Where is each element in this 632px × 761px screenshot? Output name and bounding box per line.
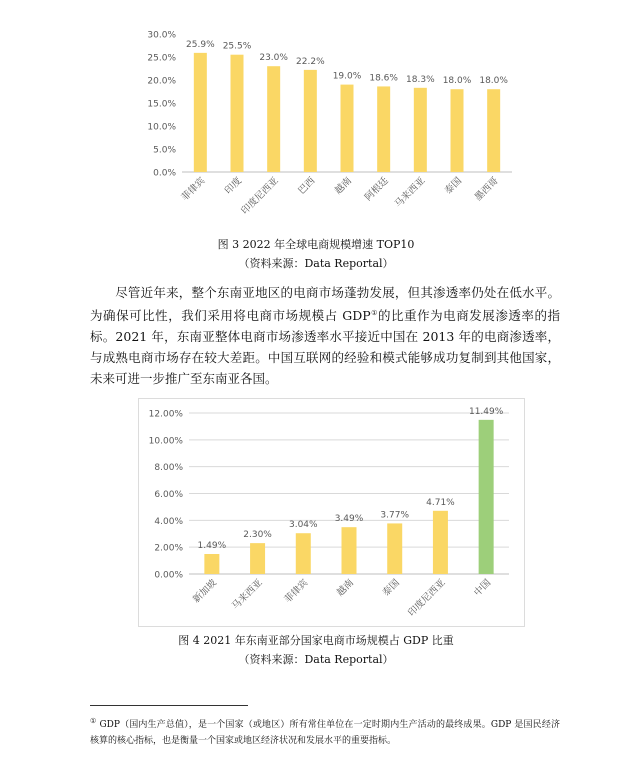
category-label: 马来西亚 <box>230 577 265 613</box>
category-label: 泰国 <box>380 577 402 599</box>
figure4-caption: 图 4 2021 年东南亚部分国家电商市场规模占 GDP 比重 <box>178 634 454 647</box>
bar <box>341 85 354 172</box>
paragraph-part1: 尽管近年来，整个东南亚地区的电商市场蓬勃发展，但其渗透率仍处在低水平。为确保可比性，我们采用将电商市场规模占 GDP <box>90 285 560 324</box>
bar <box>267 66 280 172</box>
bar <box>204 554 219 574</box>
y-tick-label: 2.00% <box>154 543 183 554</box>
category-label: 印度 <box>222 175 245 197</box>
data-label: 25.5% <box>222 41 252 52</box>
category-label: 中国 <box>472 577 494 599</box>
bar <box>451 89 464 172</box>
category-label: 印度尼西亚 <box>406 577 448 619</box>
y-tick-label: 12.00% <box>148 409 183 420</box>
data-label: 19.0% <box>332 71 362 82</box>
data-label: 11.49% <box>468 406 504 417</box>
y-tick-label: 15.0% <box>147 99 176 110</box>
y-tick-label: 0.00% <box>154 570 183 581</box>
data-label: 3.49% <box>334 514 364 525</box>
category-label: 新加坡 <box>191 577 219 606</box>
y-tick-label: 4.00% <box>154 516 183 527</box>
data-label: 2.30% <box>243 530 272 541</box>
figure3-caption: 图 3 2022 年全球电商规模增速 TOP10 <box>217 238 415 251</box>
category-label: 菲律宾 <box>282 577 311 606</box>
bar <box>194 53 207 172</box>
bar <box>304 70 317 172</box>
data-label: 1.49% <box>197 541 227 552</box>
y-tick-label: 25.0% <box>147 53 176 64</box>
data-label: 4.71% <box>426 497 455 508</box>
category-label: 菲律宾 <box>179 175 208 204</box>
figure3-source: （资料来源：Data Reportal） <box>238 257 394 270</box>
footnote-mark: ① <box>90 717 97 725</box>
category-label: 印度尼西亚 <box>239 175 281 217</box>
bar <box>387 523 402 574</box>
bar <box>414 88 427 172</box>
bar <box>377 86 390 172</box>
footnote-reference[interactable]: ① <box>370 309 378 317</box>
data-label: 18.0% <box>479 76 508 87</box>
footnote <box>90 713 560 749</box>
data-label: 3.04% <box>288 520 318 531</box>
category-label: 泰国 <box>442 175 465 197</box>
footnote-text: GDP（国内生产总值），是一个国家（或地区）所有常住单位在一定时期内生产活动的最终成果。GDP 是国民经济核算的核心指标，也是衡量一个国家或地区经济状况和发展水平的重要指标。 <box>90 720 560 746</box>
data-label: 18.3% <box>406 74 435 85</box>
bar <box>231 55 244 172</box>
y-tick-label: 10.0% <box>147 122 176 133</box>
y-tick-label: 20.0% <box>147 76 176 87</box>
bar <box>487 89 500 172</box>
y-tick-label: 10.00% <box>148 436 183 447</box>
figure4-chart-svg <box>139 399 524 626</box>
data-label: 18.6% <box>369 73 398 84</box>
bar <box>250 543 265 574</box>
y-tick-label: 6.00% <box>154 490 183 500</box>
category-label: 巴西 <box>296 175 318 197</box>
bar <box>342 527 357 574</box>
y-tick-label: 30.0% <box>147 30 176 41</box>
category-label: 越南 <box>334 577 357 599</box>
y-tick-label: 8.00% <box>154 463 183 474</box>
data-label: 25.9% <box>186 39 215 50</box>
y-tick-label: 0.0% <box>153 168 176 179</box>
y-tick-label: 5.0% <box>153 145 176 156</box>
category-label: 马来西亚 <box>392 175 428 211</box>
category-label: 墨西哥 <box>472 175 501 204</box>
footnote-divider <box>90 705 248 706</box>
data-label: 18.0% <box>442 76 472 87</box>
category-label: 阿根廷 <box>362 175 391 204</box>
bar <box>479 420 494 574</box>
category-label: 越南 <box>332 175 355 197</box>
bar <box>433 511 448 574</box>
figure3-chart-svg <box>140 22 520 232</box>
figure4-chart <box>138 398 525 627</box>
bar <box>296 533 311 574</box>
figure4-source: （资料来源：Data Reportal） <box>238 653 394 666</box>
body-paragraph <box>90 282 560 389</box>
figure3-chart <box>140 22 520 232</box>
data-label: 23.0% <box>259 53 288 64</box>
paragraph-part2: 的比重作为电商发展渗透率的指标。2021 年，东南亚整体电商市场渗透率水平接近中国在 2013 年的电商渗透率，与成熟电商市场存在较大差距。中国互联网的经验和模式能够成功复制到其他国家，未来可进一步推广至东南亚各国。 <box>90 308 560 387</box>
data-label: 22.2% <box>296 56 325 67</box>
data-label: 3.77% <box>380 510 410 521</box>
